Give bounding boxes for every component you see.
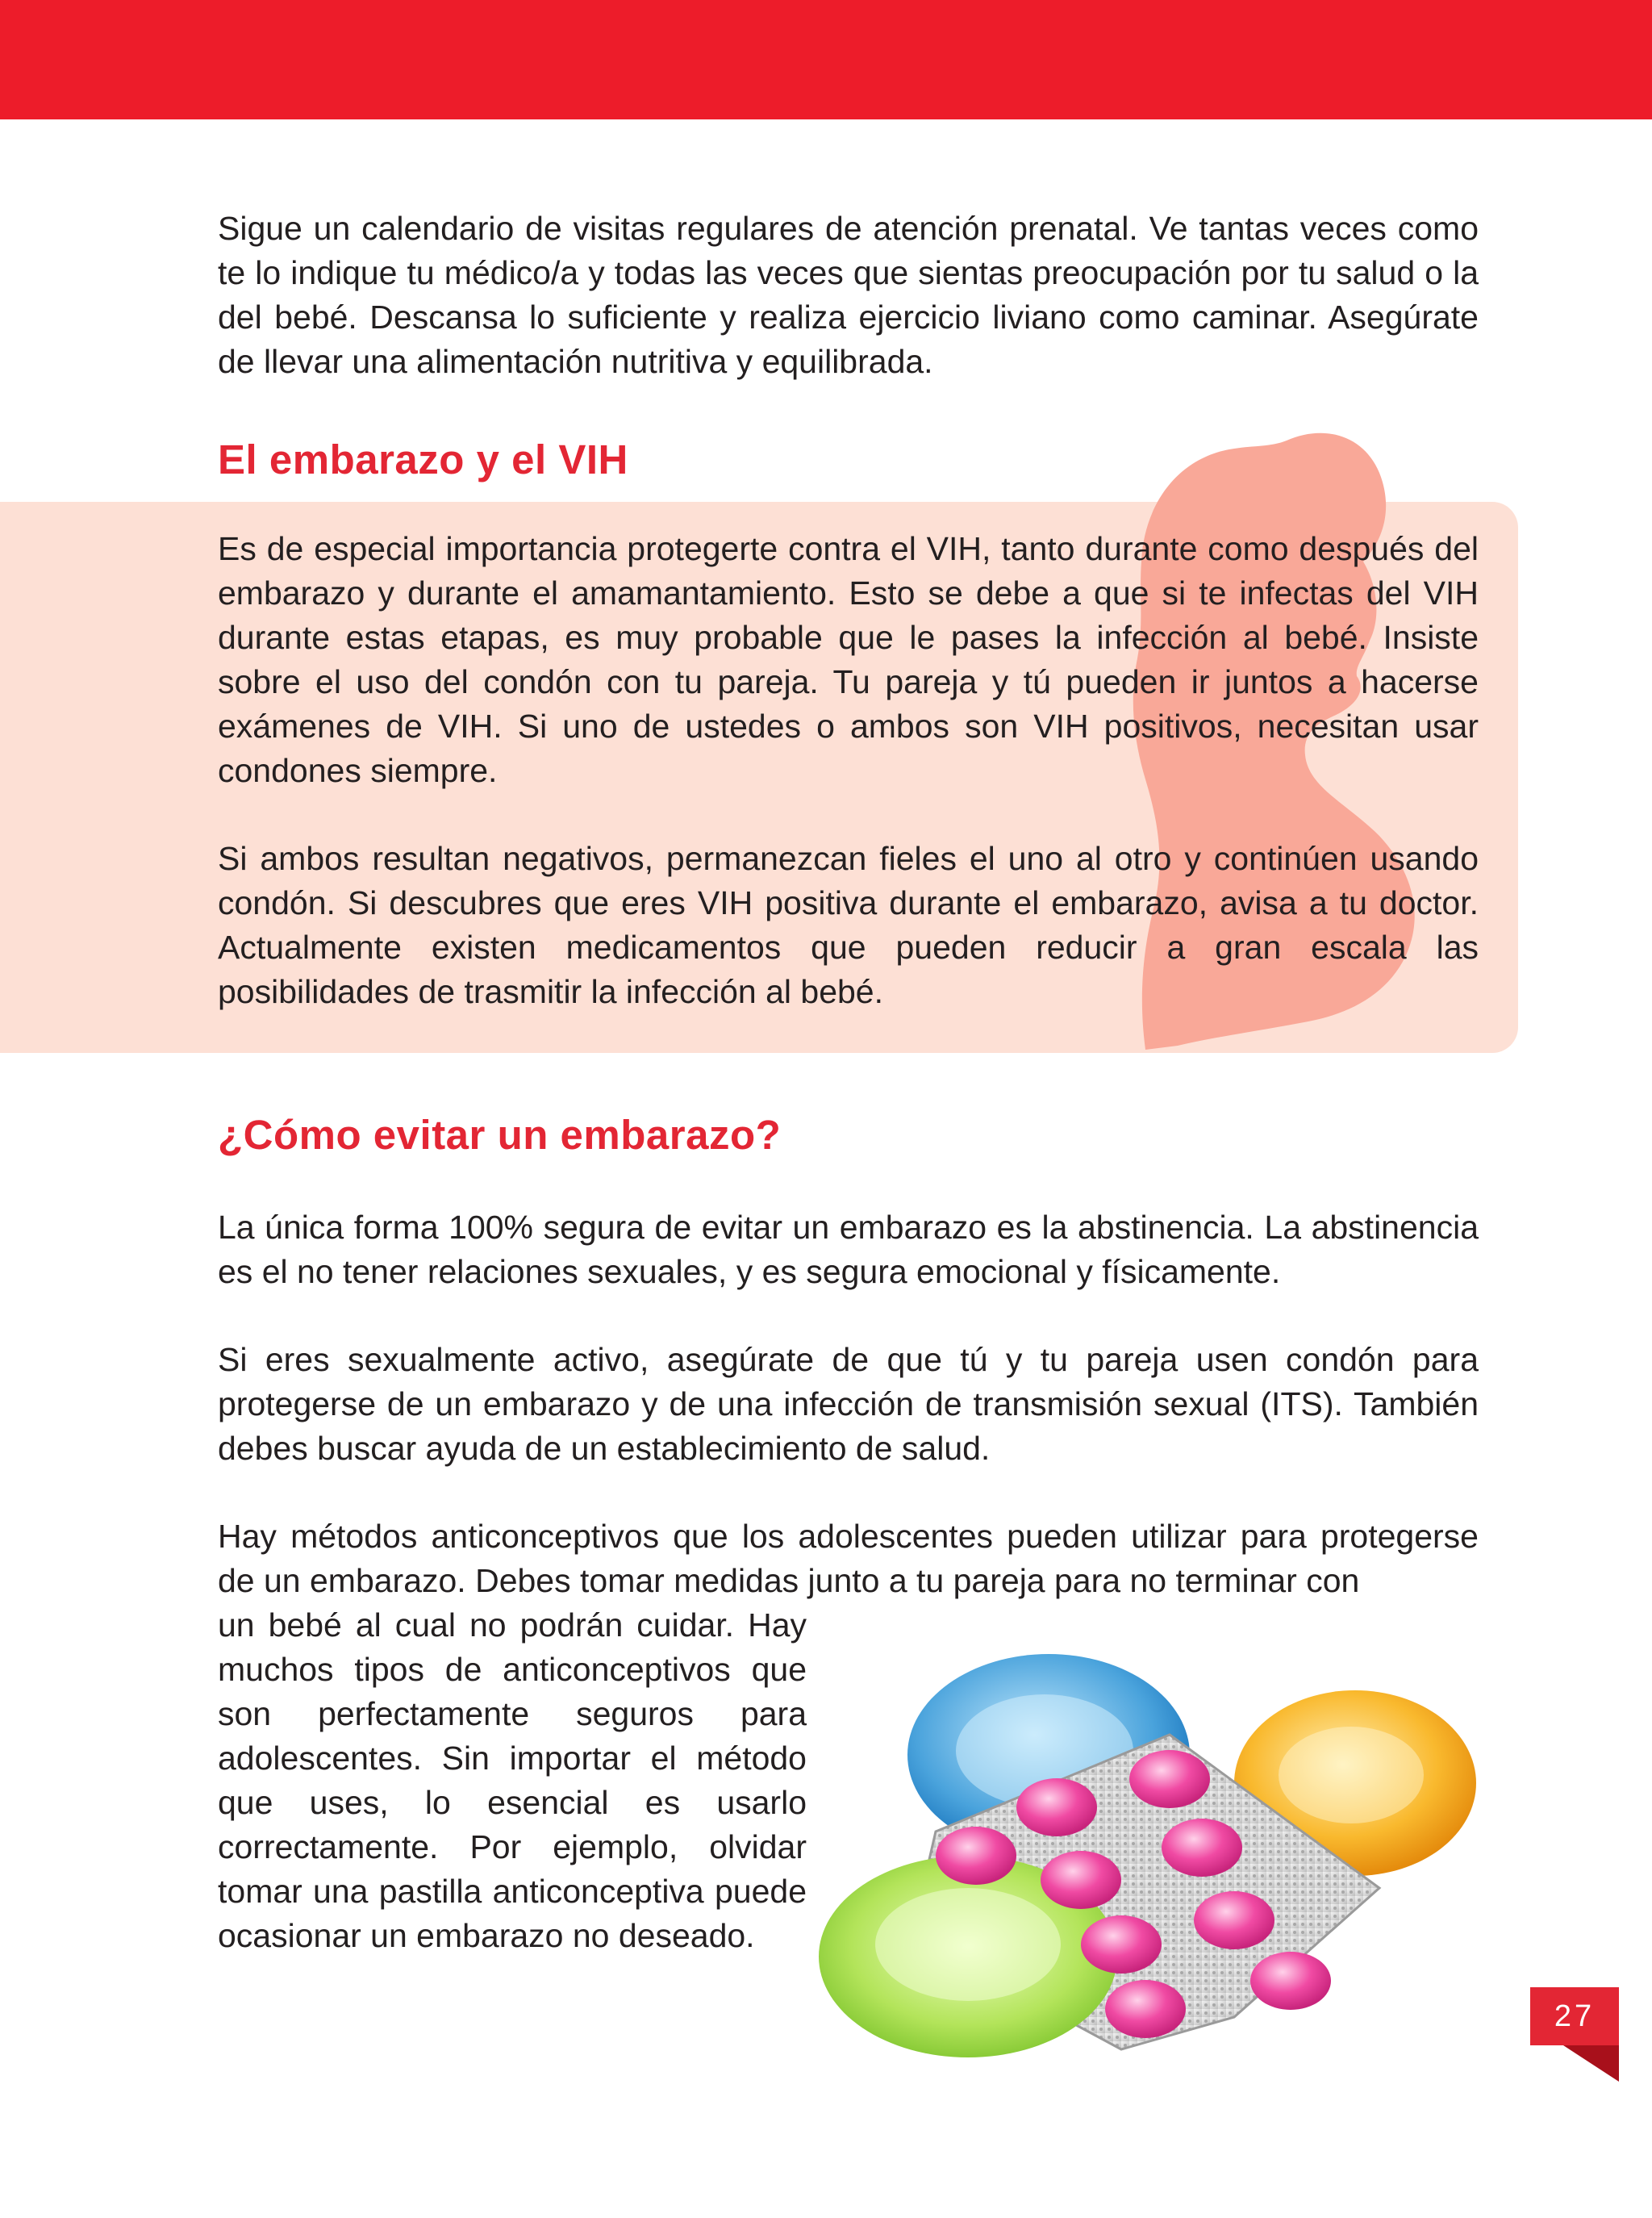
page-number-corner [1563,2045,1619,2082]
evitar-paragraph-2: Si eres sexualmente activo, asegúrate de que tú y tu pareja usen condón para protegerse de un embarazo y de una infección de transmisión sexual (ITS). También debes buscar ayuda de un establecimiento de salud. [218,1341,1479,1467]
intro-block [218,207,1479,384]
page-number: 27 [1530,1987,1619,2045]
vih-paragraph-1: Es de especial importancia protegerte contra el VIH, tanto durante como después del embarazo y durante el amamantamiento. Esto se debe a que si te infectas del VIH durante estas etapas, es muy probable que le pases la infección al bebé. Insiste sobre el uso del condón con tu pareja. Tu pareja y tú pueden ir juntos a hacerse exámenes de VIH. Si uno de ustedes o ambos son VIH positivos, necesitan usar condones siempre. [218,530,1479,789]
vih-paragraph-2: Si ambos resultan negativos, permanezcan fieles el uno al otro y continúen usando condón. Si descubres que eres VIH positiva durante el embarazo, avisa a tu doctor. Actualmente existen medicamentos que pueden reducir a gran escala las posibilidades de trasmitir la infección al bebé. [218,840,1479,1010]
evitar-narrow-block [218,1603,807,1958]
top-color-band [0,0,1652,119]
evitar-paragraph-3: Hay métodos anticonceptivos que los adolescentes pueden utilizar para protegerse de un embarazo. Debes tomar medidas junto a tu pareja para no terminar con [218,1518,1479,1599]
evitar-paragraph-1: La única forma 100% segura de evitar un embarazo es la abstinencia. La abstinencia es el no tener relaciones sexuales, y es segura emocional y físicamente. [218,1209,1479,1290]
contraceptives-image [815,1614,1484,2066]
evitar-paragraph-4: un bebé al cual no podrán cuidar. Hay muchos tipos de anticonceptivos que son perfectamente seguros para adolescentes. Sin importar el método que uses, lo esencial es usarlo correctamente. Por ejemplo, olvidar tomar una pastilla anticonceptiva puede ocasionar un embarazo no deseado. [218,1606,807,1954]
section-vih-body [218,527,1479,1014]
intro-paragraph: Sigue un calendario de visitas regulares de atención prenatal. Ve tantas veces como te lo indique tu médico/a y todas las veces que sientas preocupación por tu salud o la del bebé. Descansa lo suficiente y realiza ejercicio liviano como caminar. Asegúrate de llevar una alimentación nutritiva y equilibrada. [218,210,1479,380]
section-evitar-body [218,1205,1479,1603]
section-evitar-header [218,1111,1479,1159]
section-title-vih: El embarazo y el VIH [218,436,628,482]
section-title-evitar: ¿Cómo evitar un embarazo? [218,1112,782,1158]
